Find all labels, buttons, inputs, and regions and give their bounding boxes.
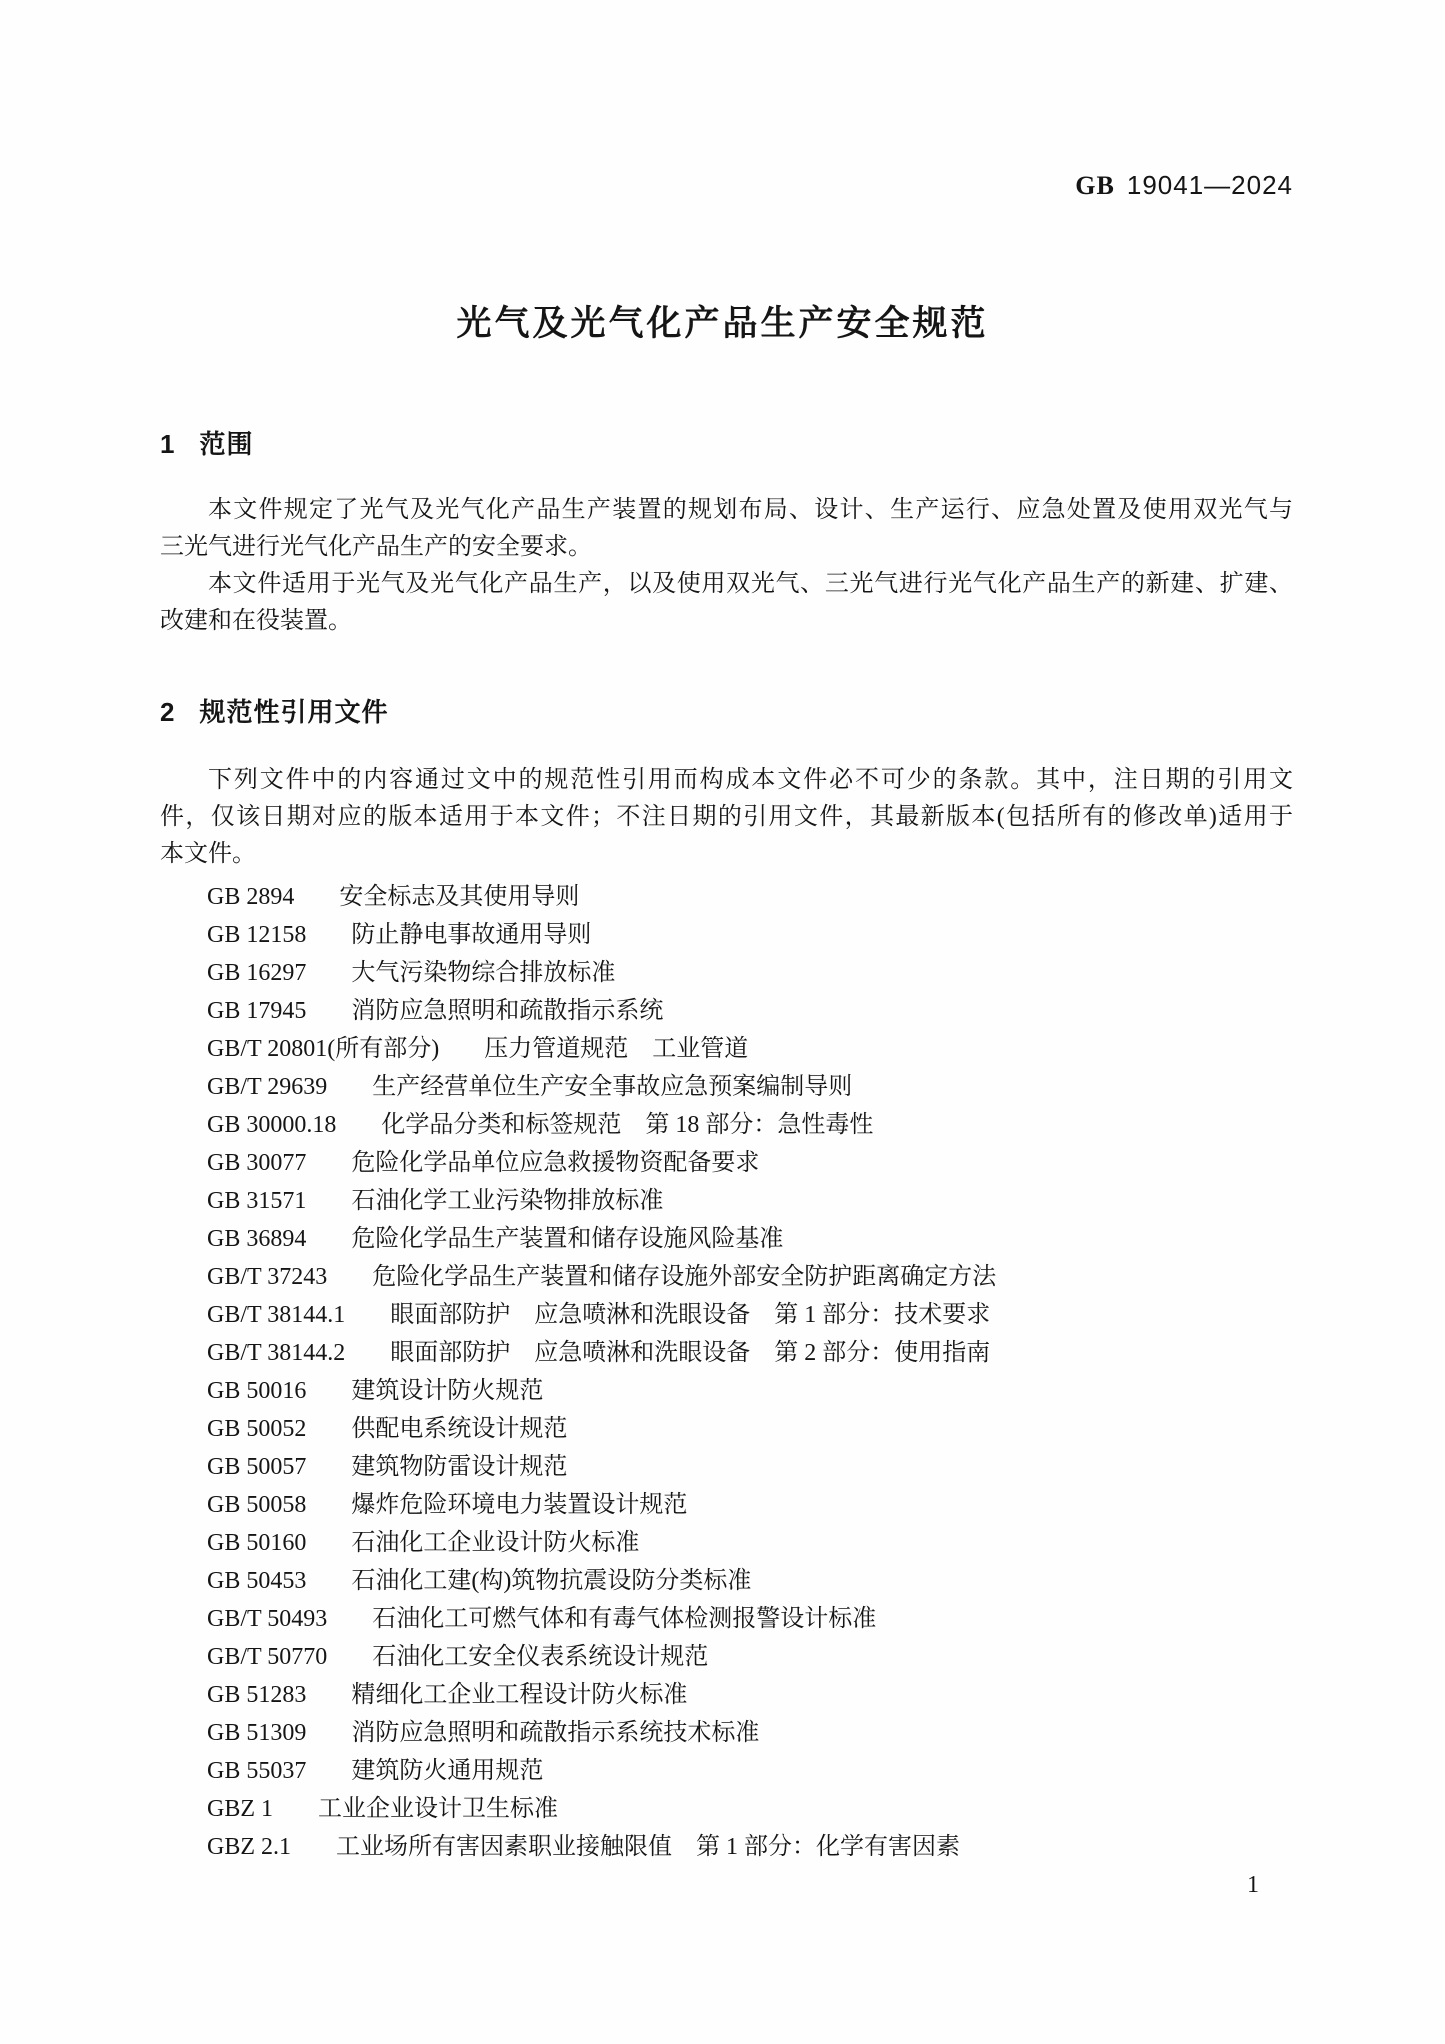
- doc-code-prefix: GB: [1075, 171, 1115, 200]
- reference-code: GB 51283: [207, 1682, 307, 1708]
- reference-item: [207, 1486, 1297, 1524]
- paragraph-line: 件，仅该日期对应的版本适用于本文件；不注日期的引用文件，其最新版本(包括所有的修改单)适用于: [160, 804, 1293, 830]
- reference-item: [207, 1410, 1297, 1448]
- reference-item: [207, 1030, 1297, 1068]
- reference-title: 生产经营单位生产安全事故应急预案编制导则: [372, 1074, 853, 1100]
- reference-title: 危险化学品单位应急救援物资配备要求: [351, 1150, 760, 1176]
- reference-item: [207, 1600, 1297, 1638]
- reference-item: [207, 1068, 1297, 1106]
- reference-item: [207, 1220, 1297, 1258]
- reference-code: GBZ 2.1: [207, 1834, 291, 1860]
- reference-code: GB/T 50493: [207, 1606, 328, 1632]
- reference-title: 精细化工企业工程设计防火标准: [351, 1682, 688, 1708]
- reference-code: GB 2894: [207, 884, 295, 910]
- section-1-number: 1: [160, 429, 176, 459]
- reference-title: 消防应急照明和疏散指示系统: [351, 998, 664, 1024]
- section-2-number: 2: [160, 697, 176, 727]
- paragraph-line: 改建和在役装置。: [160, 608, 352, 634]
- reference-title: 化学品分类和标签规范 第 18 部分：急性毒性: [381, 1112, 874, 1138]
- reference-item: [207, 954, 1297, 992]
- reference-code: GB/T 38144.1: [207, 1302, 346, 1328]
- reference-title: 危险化学品生产装置和储存设施外部安全防护距离确定方法: [372, 1264, 997, 1290]
- reference-item: [207, 1334, 1297, 1372]
- reference-title: 爆炸危险环境电力装置设计规范: [351, 1492, 688, 1518]
- reference-code: GB 50057: [207, 1454, 307, 1480]
- reference-code: GB/T 50770: [207, 1644, 328, 1670]
- reference-code: GB 50453: [207, 1568, 307, 1594]
- reference-code: GB 31571: [207, 1188, 307, 1214]
- reference-title: 工业企业设计卫生标准: [318, 1796, 558, 1822]
- reference-item: [207, 1676, 1297, 1714]
- reference-code: GB 36894: [207, 1226, 307, 1252]
- paragraph-line: 下列文件中的内容通过文中的规范性引用而构成本文件必不可少的条款。其中，注日期的引用文: [208, 767, 1293, 793]
- reference-item: [207, 1106, 1297, 1144]
- reference-title: 防止静电事故通用导则: [351, 922, 592, 948]
- reference-list: [207, 878, 1297, 1866]
- reference-item: [207, 1296, 1297, 1334]
- reference-item: [207, 992, 1297, 1030]
- reference-code: GB/T 37243: [207, 1264, 328, 1290]
- reference-code: GBZ 1: [207, 1796, 273, 1822]
- doc-title: 光气及光气化产品生产安全规范: [456, 304, 989, 343]
- reference-item: [207, 1144, 1297, 1182]
- reference-code: GB 17945: [207, 998, 307, 1024]
- reference-code: GB 12158: [207, 922, 307, 948]
- reference-code: GB/T 29639: [207, 1074, 328, 1100]
- reference-title: 石油化学工业污染物排放标准: [351, 1188, 664, 1214]
- reference-title: 建筑物防雷设计规范: [351, 1454, 568, 1480]
- paragraph-line: 本文件适用于光气及光气化产品生产，以及使用双光气、三光气进行光气化产品生产的新建、扩建、: [208, 571, 1293, 597]
- page-number: 1: [1247, 1872, 1259, 1898]
- reference-code: GB 30000.18: [207, 1112, 337, 1138]
- reference-item: [207, 1448, 1297, 1486]
- reference-item: [207, 1638, 1297, 1676]
- reference-title: 消防应急照明和疏散指示系统技术标准: [351, 1720, 760, 1746]
- reference-item: [207, 1258, 1297, 1296]
- reference-title: 安全标志及其使用导则: [339, 884, 580, 910]
- reference-code: GB 16297: [207, 960, 307, 986]
- reference-code: GB 50058: [207, 1492, 307, 1518]
- section-2-heading: [160, 692, 388, 729]
- reference-item: [207, 1790, 1297, 1828]
- reference-item: [207, 1372, 1297, 1410]
- reference-title: 石油化工安全仪表系统设计规范: [372, 1644, 709, 1670]
- paragraph-line: 三光气进行光气化产品生产的安全要求。: [160, 534, 592, 560]
- reference-item: [207, 1714, 1297, 1752]
- reference-item: [207, 1524, 1297, 1562]
- reference-title: 石油化工可燃气体和有毒气体检测报警设计标准: [372, 1606, 877, 1632]
- reference-item: [207, 1752, 1297, 1790]
- section-2-title: 规范性引用文件: [199, 697, 389, 727]
- section-1-title: 范围: [199, 429, 254, 459]
- reference-title: 眼面部防护 应急喷淋和洗眼设备 第 1 部分：技术要求: [390, 1302, 991, 1328]
- doc-code-number: 19041—2024: [1126, 170, 1293, 200]
- reference-title: 压力管道规范 工业管道: [484, 1036, 749, 1062]
- section-1-body: [160, 492, 1293, 640]
- paragraph-line: 本文件。: [160, 841, 256, 867]
- reference-code: GB/T 20801(所有部分): [207, 1036, 440, 1062]
- reference-title: 石油化工建(构)筑物抗震设防分类标准: [351, 1568, 752, 1594]
- reference-code: GB 30077: [207, 1150, 307, 1176]
- reference-title: 大气污染物综合排放标准: [351, 960, 616, 986]
- section-1-heading: [160, 424, 253, 461]
- reference-code: GB 51309: [207, 1720, 307, 1746]
- reference-title: 危险化学品生产装置和储存设施风险基准: [351, 1226, 784, 1252]
- reference-item: [207, 878, 1297, 916]
- reference-title: 建筑设计防火规范: [351, 1378, 544, 1404]
- reference-item: [207, 1562, 1297, 1600]
- reference-item: [207, 1828, 1297, 1866]
- reference-code: GB/T 38144.2: [207, 1340, 346, 1366]
- paragraph-line: 本文件规定了光气及光气化产品生产装置的规划布局、设计、生产运行、应急处置及使用双光气与: [208, 497, 1293, 523]
- reference-code: GB 50016: [207, 1378, 307, 1404]
- section-2-intro: [160, 762, 1293, 873]
- reference-title: 眼面部防护 应急喷淋和洗眼设备 第 2 部分：使用指南: [390, 1340, 991, 1366]
- reference-item: [207, 1182, 1297, 1220]
- reference-code: GB 55037: [207, 1758, 307, 1784]
- reference-code: GB 50160: [207, 1530, 307, 1556]
- reference-code: GB 50052: [207, 1416, 307, 1442]
- reference-title: 石油化工企业设计防火标准: [351, 1530, 640, 1556]
- reference-title: 建筑防火通用规范: [351, 1758, 544, 1784]
- reference-item: [207, 916, 1297, 954]
- doc-code: [1075, 170, 1293, 201]
- reference-title: 工业场所有害因素职业接触限值 第 1 部分：化学有害因素: [336, 1834, 960, 1860]
- reference-title: 供配电系统设计规范: [351, 1416, 568, 1442]
